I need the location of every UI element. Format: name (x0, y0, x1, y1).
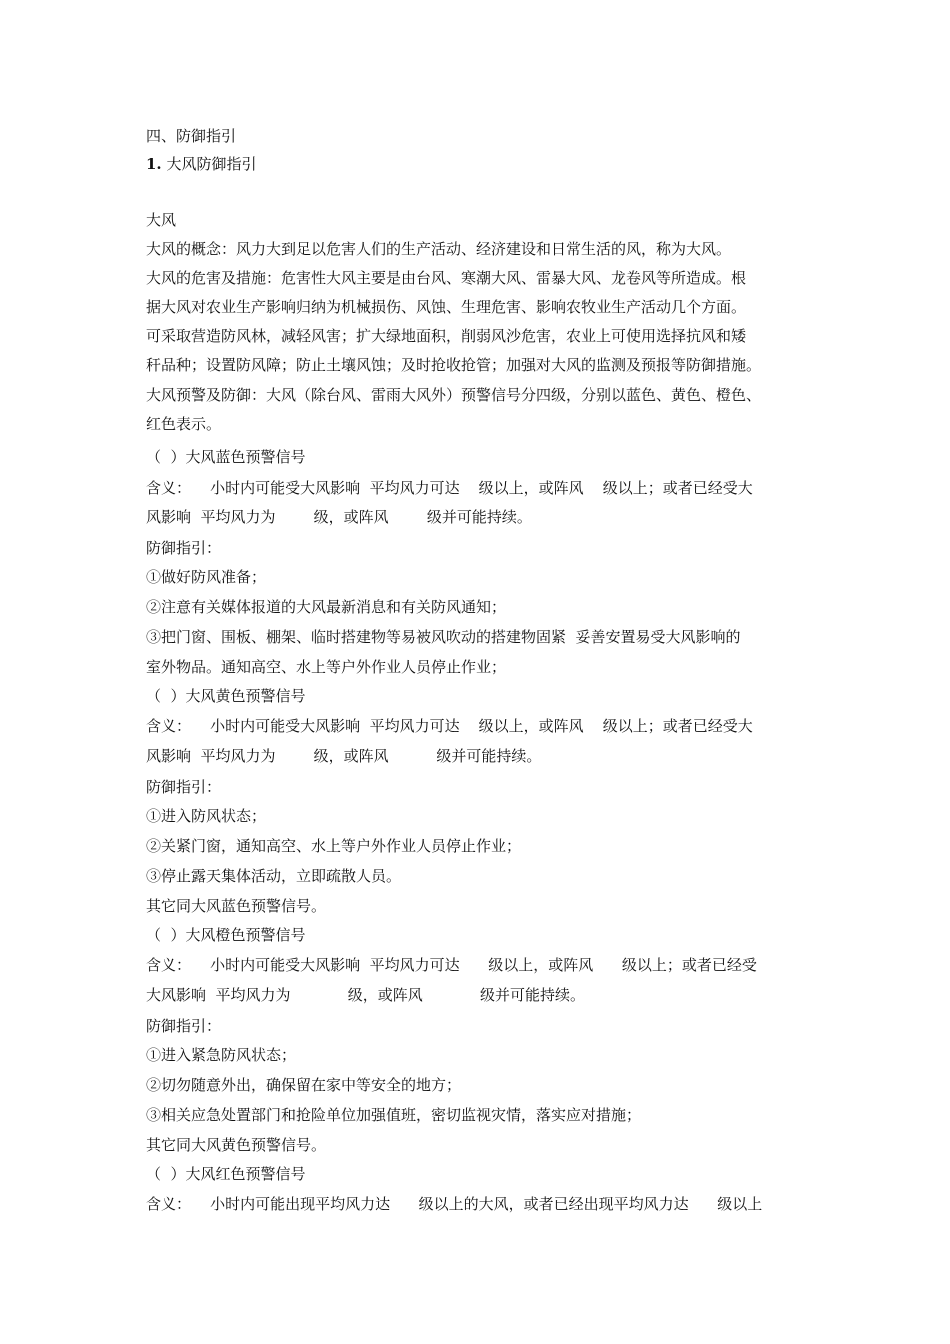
paragraph-line: 室外物品。通知高空、水上等户外作业人员停止作业； (146, 658, 507, 676)
paragraph-line: 秆品种；设置防风障；防止土壤风蚀；及时抢收抢管；加强对大风的监测及预报等防御措施。 (146, 356, 762, 374)
signal-heading-red: （ ）大风红色预警信号 (146, 1165, 306, 1183)
paragraph-line: 防御指引： (146, 1017, 222, 1035)
paragraph-line: 红色表示。 (146, 415, 222, 433)
paragraph-line: 含义： 小时内可能受大风影响 平均风力可达 级以上，或阵风 级以上；或者已经受大 (146, 717, 753, 735)
list-item: ①进入防风状态； (146, 807, 267, 825)
paragraph-line: 含义： 小时内可能受大风影响 平均风力可达 级以上，或阵风 级以上；或者已经受 (146, 956, 757, 974)
paragraph-line: 可采取营造防风林，减轻风害；扩大绿地面积，削弱风沙危害，农业上可使用选择抗风和矮 (146, 327, 747, 345)
list-item: ②注意有关媒体报道的大风最新消息和有关防风通知； (146, 598, 507, 616)
paragraph-line: 含义： 小时内可能受大风影响 平均风力可达 级以上，或阵风 级以上；或者已经受大 (146, 479, 753, 497)
list-item: ③停止露天集体活动，立即疏散人员。 (146, 867, 402, 885)
paragraph-line: 防御指引： (146, 539, 222, 557)
signal-heading-yellow: （ ）大风黄色预警信号 (146, 687, 306, 705)
paragraph-line: 大风预警及防御：大风（除台风、雷雨大风外）预警信号分四级，分别以蓝色、黄色、橙色、 (146, 386, 762, 404)
list-item: ②切勿随意外出，确保留在家中等安全的地方； (146, 1076, 462, 1094)
subsection-number: 1. (146, 155, 162, 173)
subsection-heading (146, 154, 256, 174)
list-item: ①做好防风准备； (146, 568, 267, 586)
list-item: ②关紧门窗，通知高空、水上等户外作业人员停止作业； (146, 837, 522, 855)
list-item: ③把门窗、围板、棚架、临时搭建物等易被风吹动的搭建物固紧 妥善安置易受大风影响的 (146, 628, 741, 646)
paragraph-line: 防御指引： (146, 778, 222, 796)
paragraph-line: 风影响 平均风力为 级，或阵风 级并可能持续。 (146, 508, 532, 526)
paragraph-line: 大风影响 平均风力为 级，或阵风 级并可能持续。 (146, 986, 585, 1004)
paragraph-line: 大风的概念：风力大到足以危害人们的生产活动、经济建设和日常生活的风，称为大风。 (146, 240, 732, 258)
list-item: ①进入紧急防风状态； (146, 1046, 297, 1064)
paragraph-line: 含义： 小时内可能出现平均风力达 级以上的大风，或者已经出现平均风力达 级以上 (146, 1195, 763, 1213)
paragraph-line: 其它同大风黄色预警信号。 (146, 1136, 327, 1154)
paragraph-line: 大风 (146, 211, 177, 229)
paragraph-line: 其它同大风蓝色预警信号。 (146, 897, 327, 915)
signal-heading-blue: （ ）大风蓝色预警信号 (146, 448, 306, 466)
section-heading: 四、防御指引 (146, 127, 237, 145)
paragraph-line: 据大风对农业生产影响归纳为机械损伤、风蚀、生理危害、影响农牧业生产活动几个方面。 (146, 298, 747, 316)
signal-heading-orange: （ ）大风橙色预警信号 (146, 926, 306, 944)
paragraph-line: 大风的危害及措施：危害性大风主要是由台风、寒潮大风、雷暴大风、龙卷风等所造成。根 (146, 269, 747, 287)
list-item: ③相关应急处置部门和抢险单位加强值班，密切监视灾情，落实应对措施； (146, 1106, 642, 1124)
subsection-title: 大风防御指引 (166, 155, 257, 173)
paragraph-line: 风影响 平均风力为 级，或阵风 级并可能持续。 (146, 747, 542, 765)
